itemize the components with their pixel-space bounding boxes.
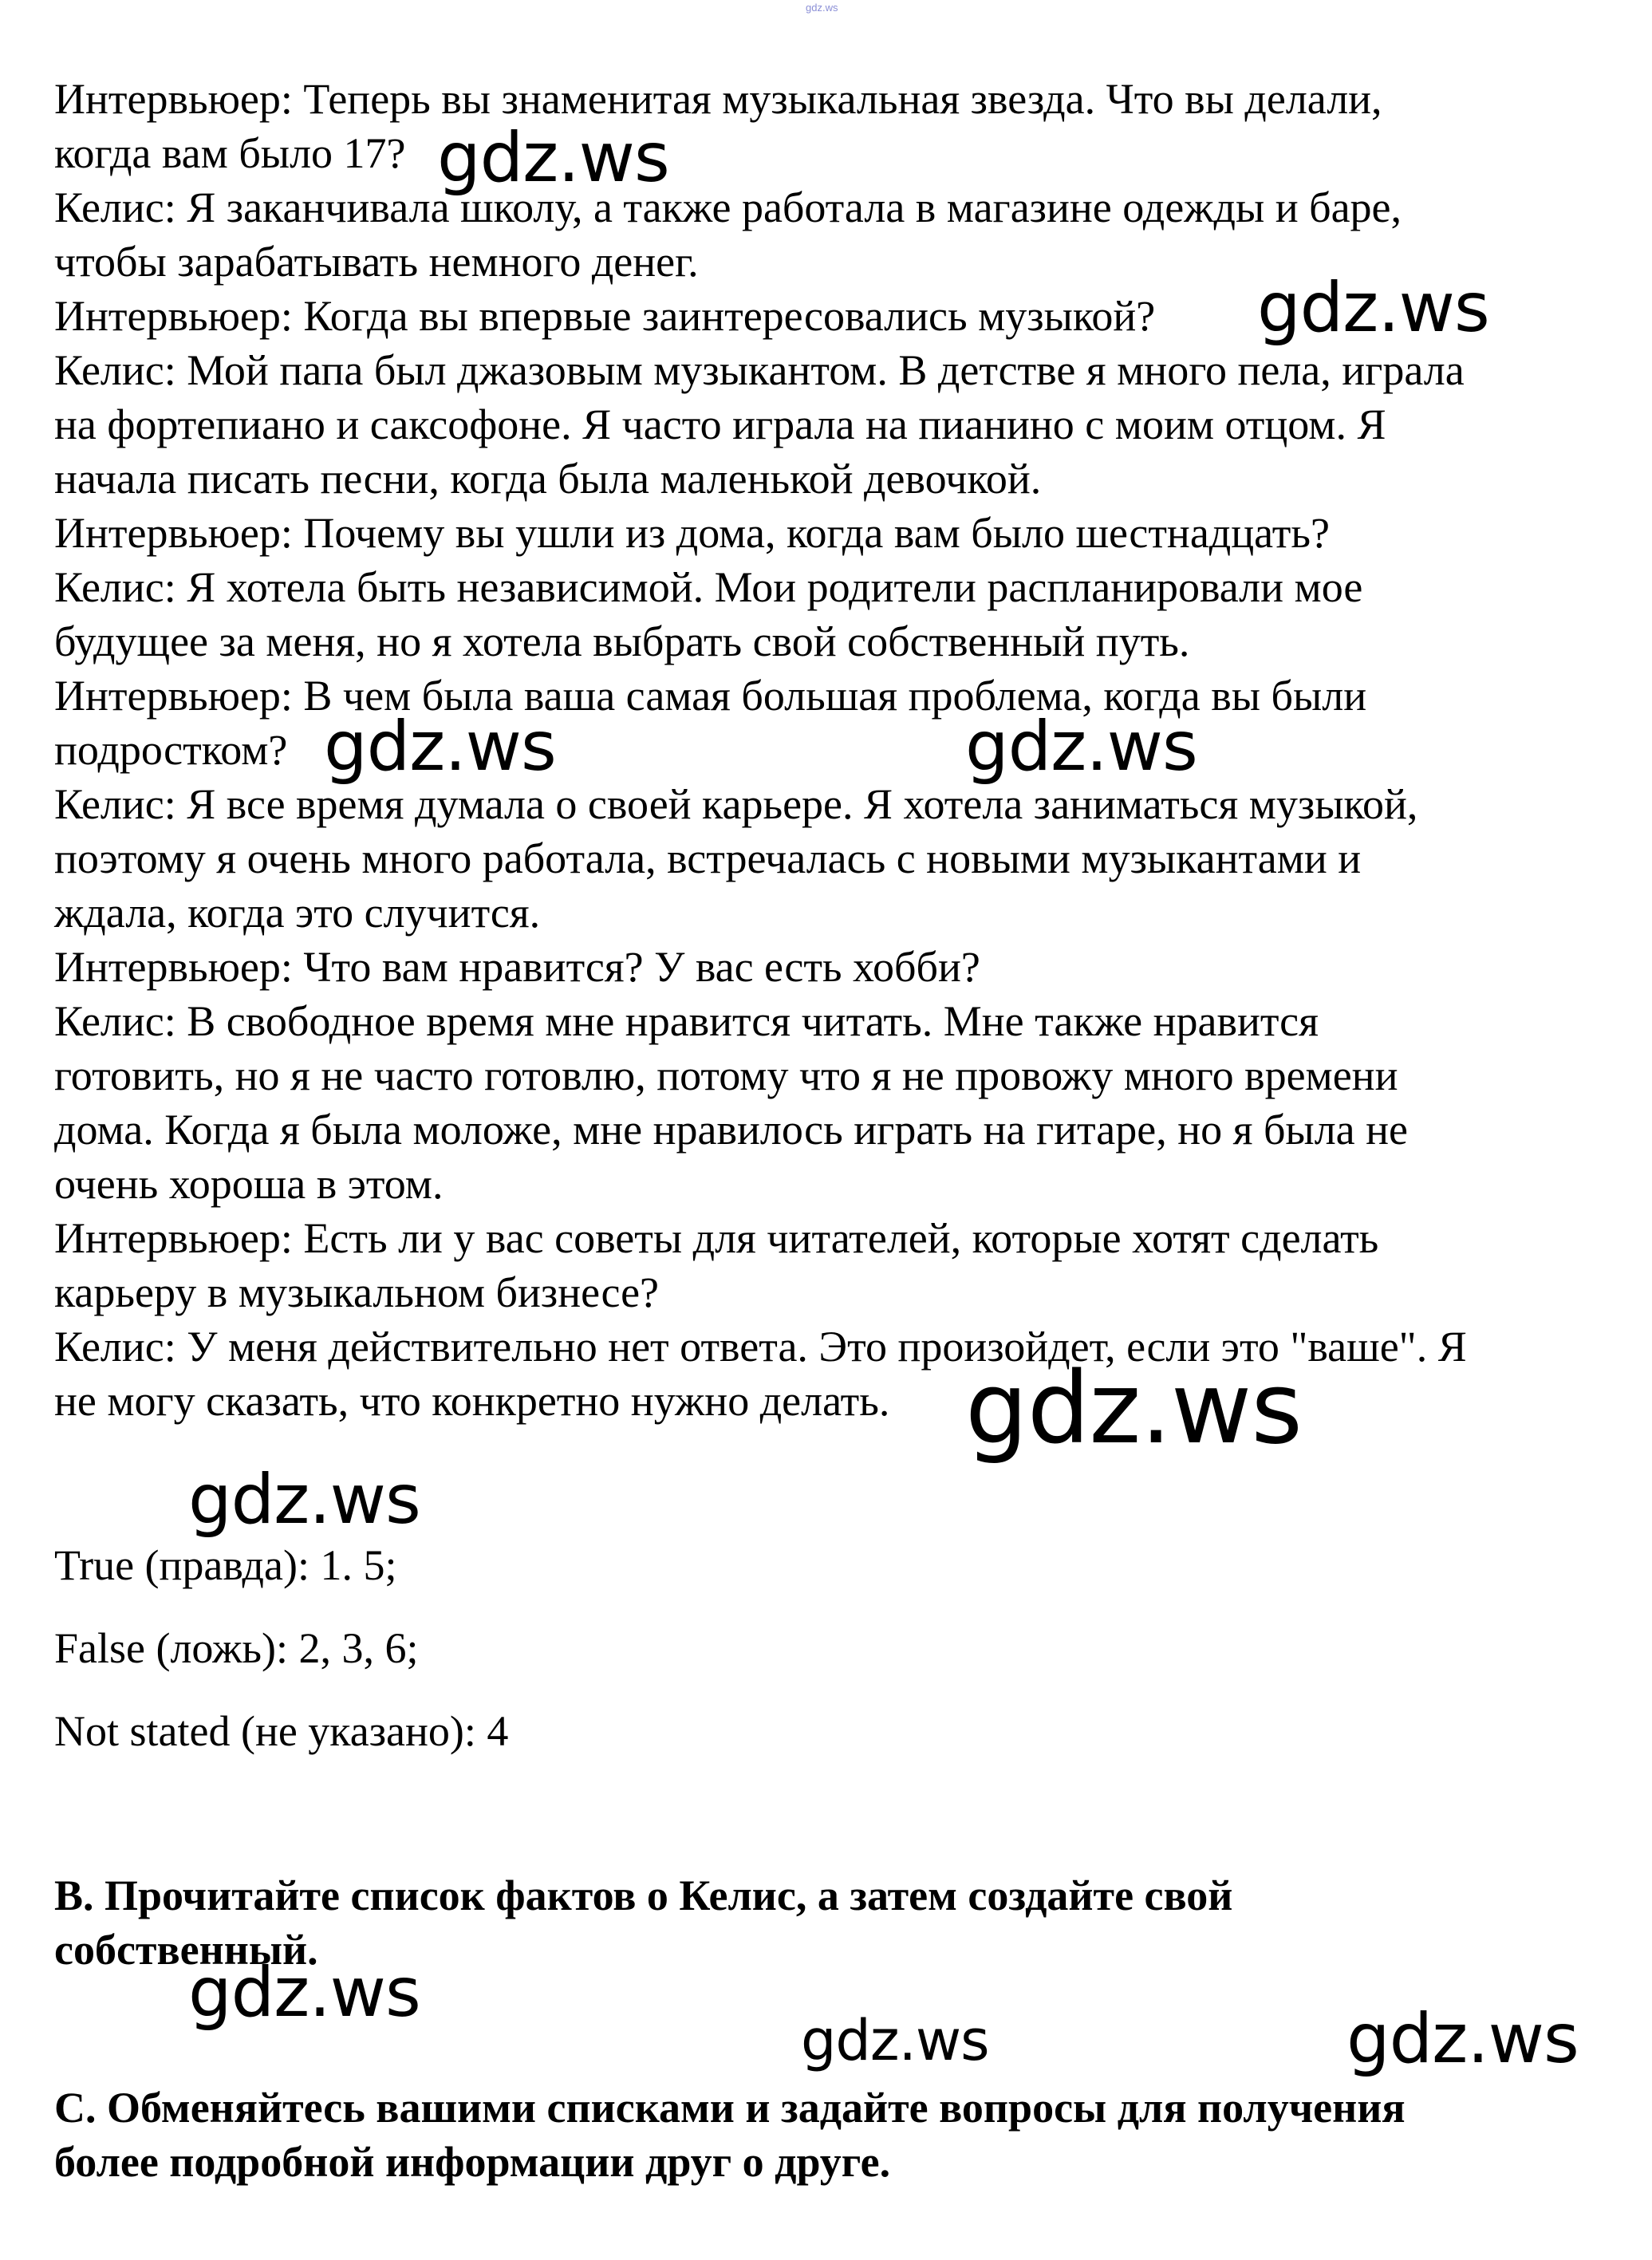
task-c-line: C. Обменяйтесь вашими списками и задайте вопросы для получения [54, 2084, 1406, 2132]
dialogue-line: чтобы зарабатывать немного денег. [54, 238, 699, 286]
dialogue-line: Интервьюер: В чем была ваша самая большая проблема, когда вы были [54, 672, 1367, 720]
dialogue-line: дома. Когда я была моложе, мне нравилось играть на гитаре, но я была не [54, 1106, 1408, 1154]
watermark: gdz.ws [437, 118, 669, 198]
watermark: gdz.ws [324, 707, 556, 787]
dialogue-line: когда вам было 17? [54, 129, 406, 177]
dialogue-line: подростком? [54, 726, 288, 774]
task-c-line: более подробной информации друг о друге. [54, 2138, 891, 2186]
dialogue-line: поэтому я очень много работала, встречалась с новыми музыкантами и [54, 834, 1362, 882]
watermark: gdz.ws [801, 2008, 989, 2073]
answer-true: True (правда): 1. 5; [54, 1541, 397, 1589]
task-b-line: собственный. [54, 1926, 318, 1974]
dialogue-line: готовить, но я не часто готовлю, потому что я не провожу много времени [54, 1051, 1398, 1099]
dialogue-line: карьеру в музыкальном бизнесе? [54, 1268, 660, 1316]
watermark: gdz.ws [965, 707, 1197, 787]
dialogue-line: Келис: Я хотела быть независимой. Мои родители распланировали мое [54, 563, 1363, 611]
dialogue-line: Келис: Мой папа был джазовым музыкантом. В детстве я много пела, играла [54, 346, 1465, 394]
dialogue-line: Келис: У меня действительно нет ответа. Это произойдет, если это "ваше". Я [54, 1323, 1467, 1371]
top-watermark: gdz.ws [806, 2, 838, 14]
dialogue-line: не могу сказать, что конкретно нужно делать. [54, 1377, 890, 1425]
dialogue-line: Келис: Я заканчивала школу, а также работала в магазине одежды и баре, [54, 183, 1402, 231]
dialogue-line: ждала, когда это случится. [54, 889, 541, 937]
dialogue-line: Интервьюер: Почему вы ушли из дома, когда вам было шестнадцать? [54, 509, 1330, 557]
task-b-line: B. Прочитайте список фактов о Келис, а затем создайте свой [54, 1872, 1233, 1919]
dialogue-line: Интервьюер: Что вам нравится? У вас есть хобби? [54, 943, 980, 991]
answer-false: False (ложь): 2, 3, 6; [54, 1624, 419, 1672]
dialogue-line: будущее за меня, но я хотела выбрать свой собственный путь. [54, 617, 1190, 665]
dialogue-line: Интервьюер: Когда вы впервые заинтересовались музыкой? [54, 292, 1156, 340]
watermark: gdz.ws [1257, 268, 1489, 348]
dialogue-line: на фортепиано и саксофоне. Я часто играла на пианино с моим отцом. Я [54, 400, 1386, 448]
dialogue-line: очень хороша в этом. [54, 1160, 444, 1208]
dialogue-line: начала писать песни, когда была маленькой девочкой. [54, 455, 1042, 503]
watermark: gdz.ws [188, 1460, 420, 1540]
watermark: gdz.ws [1346, 1999, 1579, 2079]
dialogue-line: Интервьюер: Есть ли у вас советы для читателей, которые хотят сделать [54, 1214, 1379, 1262]
answer-not-stated: Not stated (не указано): 4 [54, 1707, 509, 1755]
watermark: gdz.ws [188, 1953, 420, 2033]
dialogue-line: Келис: Я все время думала о своей карьере. Я хотела заниматься музыкой, [54, 780, 1418, 828]
watermark: gdz.ws [965, 1351, 1302, 1466]
dialogue-line: Келис: В свободное время мне нравится читать. Мне также нравится [54, 997, 1319, 1045]
dialogue-line: Интервьюер: Теперь вы знаменитая музыкальная звезда. Что вы делали, [54, 75, 1382, 123]
